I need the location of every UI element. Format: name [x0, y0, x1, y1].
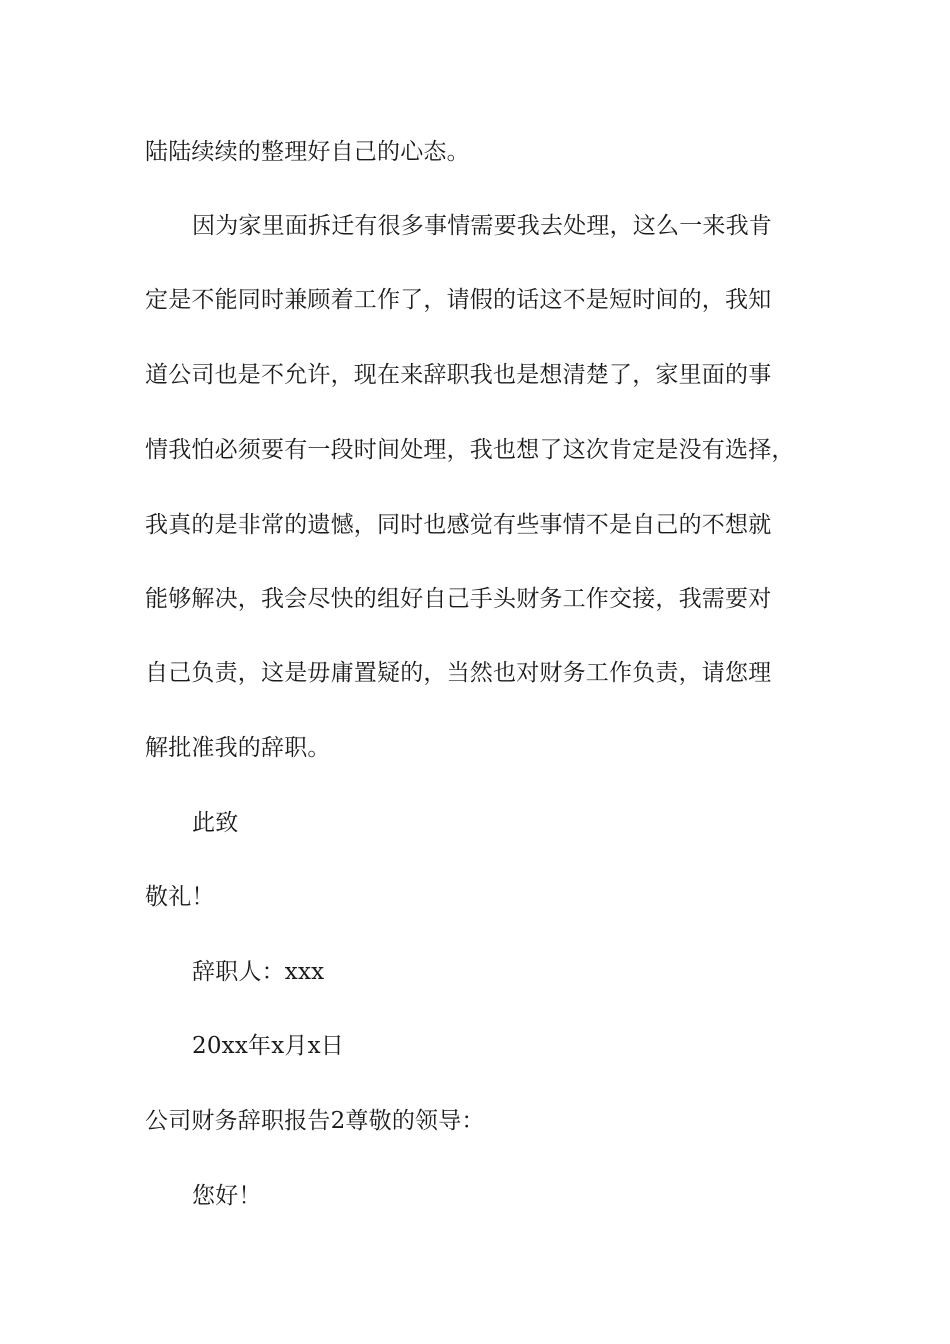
- paragraph-line: 道公司也是不允许，现在来辞职我也是想清楚了，家里面的事: [145, 362, 772, 388]
- paragraph-line: 能够解决，我会尽快的组好自己手头财务工作交接，我需要对: [145, 586, 772, 612]
- paragraph-line: 因为家里面拆迁有很多事情需要我去处理，这么一来我肯: [192, 213, 772, 239]
- closing-salutation: 此致: [192, 810, 239, 836]
- signature-date: 20xx年x月x日: [192, 1033, 344, 1059]
- section-heading: 公司财务辞职报告2尊敬的领导：: [145, 1108, 485, 1134]
- paragraph-line: 解批准我的辞职。: [145, 735, 331, 761]
- signature-name: 辞职人：xxx: [192, 959, 325, 985]
- paragraph-line: 我真的是非常的遗憾，同时也感觉有些事情不是自己的不想就: [145, 512, 772, 538]
- paragraph-line: 陆陆续续的整理好自己的心态。: [145, 139, 470, 165]
- greeting: 您好！: [192, 1183, 262, 1209]
- paragraph-line: 自己负责，这是毋庸置疑的，当然也对财务工作负责，请您理: [145, 660, 772, 686]
- paragraph-line: 情我怕必须要有一段时间处理，我也想了这次肯定是没有选择，: [145, 437, 795, 463]
- closing-regards: 敬礼！: [145, 884, 215, 910]
- paragraph-line: 定是不能同时兼顾着工作了，请假的话这不是短时间的，我知: [145, 287, 772, 313]
